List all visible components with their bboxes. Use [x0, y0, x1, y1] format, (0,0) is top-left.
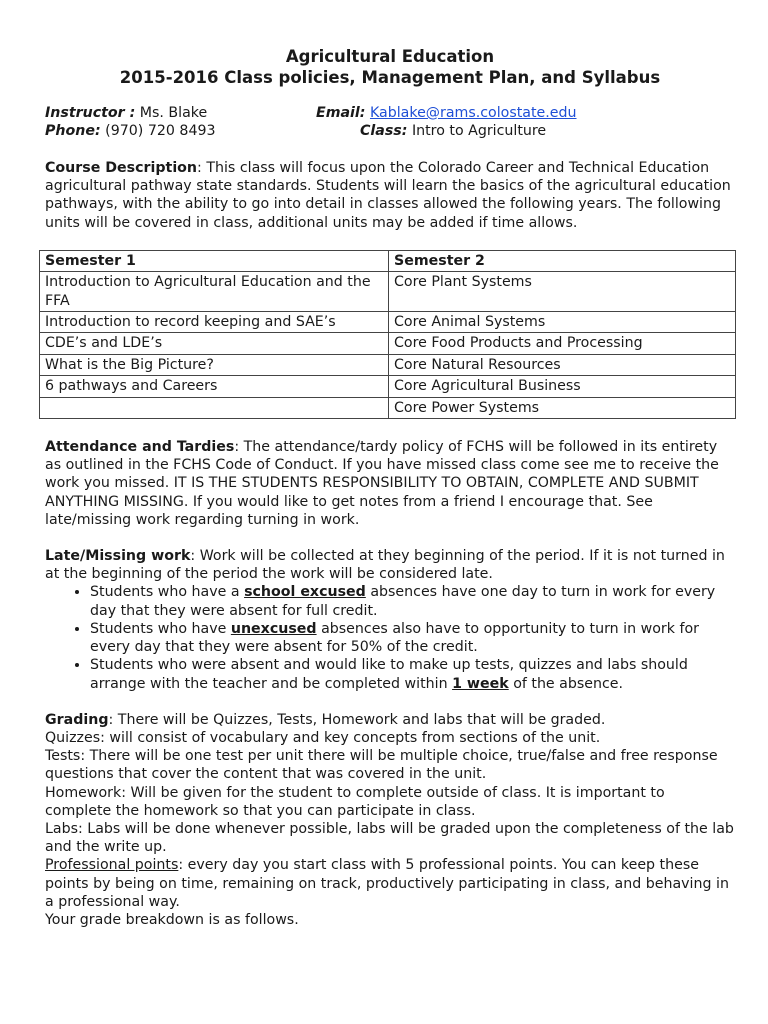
table-row [40, 333, 736, 354]
bullet-text: of the absence. [508, 675, 624, 692]
bullet-text: Students who were absent and would like to make up tests, quizzes and labs should arrange with the teacher and be completed within [90, 657, 688, 692]
table-row [40, 397, 736, 418]
phone-label: Phone: [45, 123, 101, 139]
grading-text: : There will be Quizzes, Tests, Homework and labs that will be graded. [108, 711, 606, 728]
bullet-text: Students who have a [90, 584, 245, 601]
bullet-emphasis: unexcused [230, 620, 317, 637]
attendance-text: : The attendance/tardy policy of FCHS will be followed in its entirety as outlined in the FCHS Code of Conduct. If you have missed class come see me to receive the work you missed. IT IS THE STUDENTS RESPONSIBILITY TO OBTAIN, COMPLETE AND SUBMIT ANYTHING MISSING. If you would like to get notes from a friend I encourage that. See late/missing work regarding turning in work. [45, 439, 719, 528]
bullet-text: absences also have to opportunity to turn in work for every day that they were absent for 50% of the credit. [90, 620, 699, 656]
bullet-emphasis: 1 week [452, 675, 509, 692]
syllabus-page [45, 46, 735, 929]
table-cell: Introduction to record keeping and SAE’s [40, 312, 389, 333]
table-cell: Core Power Systems [389, 397, 736, 418]
title-line-1: Agricultural Education [285, 47, 495, 66]
course-description [45, 159, 735, 232]
bullet-text: absences have one day to turn in work for every day that they were absent for full credit. [90, 584, 716, 619]
professional-points-label: Professional points [45, 857, 179, 874]
email-label: Email: [316, 105, 366, 121]
table-row [40, 272, 736, 312]
instructor-label: Instructor : [45, 105, 136, 121]
late-work-text: : Work will be collected at they beginning of the period. If it is not turned in at the beginning of the period the work will be considered late. [45, 548, 725, 583]
professional-points-text: : every day you start class with 5 professional points. You can keep these points by being on time, remaining on track, productively participating in class, and behaving in a professional way. [45, 857, 729, 910]
class-line [360, 122, 546, 140]
bullet-emphasis: school excused [244, 584, 366, 601]
table-cell: Core Food Products and Processing [389, 333, 736, 354]
table-cell: Core Animal Systems [389, 312, 736, 333]
late-work-list [45, 583, 735, 692]
contact-header [45, 104, 735, 140]
course-description-heading: Course Description [45, 160, 198, 176]
header-semester-1: Semester 1 [40, 250, 389, 271]
grading-homework: Homework: Will be given for the student to complete outside of class. It is important to complete the homework so that you can participate in class. [45, 784, 665, 819]
table-cell: Core Agricultural Business [389, 376, 736, 397]
late-work-section [45, 547, 735, 583]
class-label: Class: [360, 123, 408, 139]
table-cell: Introduction to Agricultural Education and the FFA [40, 272, 389, 312]
grading-labs: Labs: Labs will be done whenever possible, labs will be graded upon the completeness of the lab and the write up. [45, 820, 734, 856]
table-row [40, 376, 736, 397]
header-semester-2: Semester 2 [389, 250, 736, 271]
table-cell: 6 pathways and Careers [40, 376, 389, 397]
table-cell [40, 397, 389, 418]
email-link[interactable]: Kablake@rams.colostate.edu [369, 105, 577, 121]
table-cell: Core Plant Systems [389, 272, 736, 312]
grading-professional-points [45, 856, 735, 911]
grading-quizzes: Quizzes: will consist of vocabulary and key concepts from sections of the unit. [45, 729, 601, 746]
attendance-heading: Attendance and Tardies [45, 439, 235, 456]
instructor-line [45, 104, 207, 122]
class-value: Intro to Agriculture [411, 123, 547, 139]
late-work-heading: Late/Missing work [45, 548, 191, 565]
grading-heading: Grading [45, 711, 109, 728]
grading-breakdown: Your grade breakdown is as follows. [45, 911, 299, 928]
table-row [40, 354, 736, 375]
instructor-value: Ms. Blake [139, 105, 208, 121]
grading-section [45, 711, 735, 929]
course-description-text: : This class will focus upon the Colorado Career and Technical Education agricultural pathway state standards. Students will learn the basics of the agricultural education pathways, with the ability to go into detail in classes allowed the following years. The following units will be covered in class, additional units may be added if time allows. [45, 160, 731, 231]
phone-value: (970) 720 8493 [105, 123, 216, 139]
table-row [40, 312, 736, 333]
email-line [316, 104, 577, 122]
title-line-2: 2015-2016 Class policies, Management Plan, and Syllabus [119, 68, 661, 87]
bullet-text: Students who have [90, 620, 231, 637]
table-cell: CDE’s and LDE’s [40, 333, 389, 354]
list-item [90, 656, 735, 692]
attendance-section [45, 438, 735, 529]
phone-line [45, 122, 216, 140]
units-table [39, 250, 736, 419]
table-cell: Core Natural Resources [389, 354, 736, 375]
grading-intro [45, 711, 735, 729]
list-item [90, 620, 735, 656]
document-title [45, 46, 735, 88]
grading-tests: Tests: There will be one test per unit there will be multiple choice, true/false and free response questions that cover the content that was covered in the unit. [45, 748, 718, 783]
table-cell: What is the Big Picture? [40, 354, 389, 375]
table-header-row [40, 250, 736, 271]
list-item [90, 583, 735, 619]
